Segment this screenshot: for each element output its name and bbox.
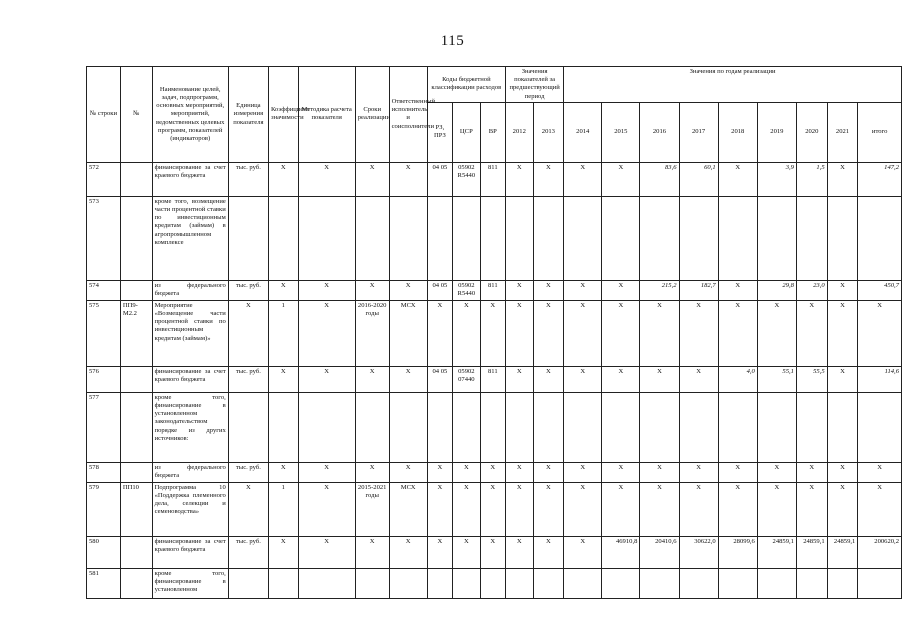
row-number-cell: 581 [87,568,121,598]
responsible-cell [389,196,427,280]
value-cell [827,568,858,598]
terms-cell: Х [355,462,389,482]
value-cell: Х [602,366,640,392]
method-cell: Х [298,162,355,196]
vr-cell: Х [480,482,505,536]
vr-cell: 811 [480,162,505,196]
value-cell [640,196,679,280]
row-number-cell: 577 [87,392,121,462]
vr-cell: 811 [480,366,505,392]
rz-cell [427,568,452,598]
value-cell: Х [757,482,796,536]
value-cell: 20410,6 [640,536,679,568]
responsible-cell: МСХ [389,300,427,366]
header-coefficient: Коэффициент значимости [268,67,298,163]
name-cell: из федерального бюджета [152,462,228,482]
code-cell [120,536,152,568]
row-number-cell: 574 [87,280,121,300]
terms-cell: 2015-2021 годы [355,482,389,536]
csr-cell: 05902 R5440 [453,280,481,300]
value-cell [679,392,718,462]
vr-cell [480,196,505,280]
coefficient-cell [268,568,298,598]
coefficient-cell: Х [268,280,298,300]
value-cell: Х [827,482,858,536]
value-cell: 55,1 [757,366,796,392]
value-cell: Х [533,462,564,482]
terms-cell [355,568,389,598]
header-csr: ЦСР [453,102,481,162]
unit-cell: тыс. руб. [228,366,268,392]
responsible-cell: Х [389,162,427,196]
value-cell: Х [718,462,757,482]
value-cell: 60,1 [679,162,718,196]
value-cell: Х [564,162,602,196]
coefficient-cell: 1 [268,300,298,366]
row-number-cell: 576 [87,366,121,392]
value-cell [718,196,757,280]
value-cell: Х [827,162,858,196]
header-total: итого [858,102,902,162]
method-cell: Х [298,462,355,482]
header-year: 2012 [506,102,534,162]
rz-cell: 04 05 [427,366,452,392]
header-method: Методика расчета показателя [298,67,355,163]
terms-cell: Х [355,366,389,392]
value-cell: Х [640,300,679,366]
code-cell [120,280,152,300]
value-cell: Х [506,300,534,366]
program-table [86,66,902,599]
value-cell: Х [718,300,757,366]
unit-cell [228,196,268,280]
header-budget-codes: Коды бюджетной классификации расходов [427,67,505,103]
unit-cell: тыс. руб. [228,280,268,300]
code-cell [120,162,152,196]
value-cell: Х [796,462,827,482]
header-no: № [120,67,152,163]
table-row [87,300,902,366]
name-cell: кроме того, финансирование в установленном законодательством порядке из других источников: [152,392,228,462]
table-row [87,162,902,196]
responsible-cell: Х [389,536,427,568]
header-years-values: Значения по годам реализации [564,67,902,103]
value-cell [533,196,564,280]
header-vr: ВР [480,102,505,162]
coefficient-cell [268,392,298,462]
value-cell: Х [602,482,640,536]
responsible-cell: Х [389,280,427,300]
method-cell [298,392,355,462]
value-cell [506,392,534,462]
header-name: Наименование целей, задач, подпрограмм, основных мероприятий, мероприятий, ведомственных целевых программ, показателей (индикаторов) [152,67,228,163]
code-cell [120,196,152,280]
unit-cell: тыс. руб. [228,162,268,196]
value-cell: Х [602,162,640,196]
vr-cell: 811 [480,280,505,300]
method-cell: Х [298,536,355,568]
value-cell: Х [564,366,602,392]
value-cell [858,568,902,598]
value-cell: Х [718,162,757,196]
rz-cell: 04 05 [427,280,452,300]
method-cell: Х [298,482,355,536]
header-row-no: № строки [87,67,121,163]
value-cell [564,568,602,598]
terms-cell [355,196,389,280]
value-cell: Х [757,462,796,482]
rz-cell [427,392,452,462]
responsible-cell: МСХ [389,482,427,536]
value-cell: Х [506,162,534,196]
table-row [87,392,902,462]
value-cell: 147,2 [858,162,902,196]
value-cell [796,196,827,280]
value-cell [602,196,640,280]
vr-cell: Х [480,462,505,482]
value-cell: Х [796,300,827,366]
table-row [87,536,902,568]
method-cell: Х [298,366,355,392]
value-cell: Х [602,462,640,482]
value-cell [506,196,534,280]
value-cell [564,392,602,462]
table-row [87,462,902,482]
value-cell [506,568,534,598]
name-cell: кроме того, возмещение части процентной ставки по инвестиционным кредитам (займам) в агропромышленном комплексе [152,196,228,280]
value-cell [602,568,640,598]
responsible-cell: Х [389,462,427,482]
name-cell: из федерального бюджета [152,280,228,300]
value-cell [602,392,640,462]
header-responsible: Ответственный исполнитель и соисполнители [389,67,427,163]
name-cell: Мероприятие «Возмещение части процентной ставки по инвестиционным кредитам (займам)» [152,300,228,366]
value-cell [533,392,564,462]
value-cell [757,196,796,280]
unit-cell: Х [228,300,268,366]
header-year: 2021 [827,102,858,162]
method-cell [298,196,355,280]
header-rz: РЗ, ПРЗ [427,102,452,162]
name-cell: кроме того, финансирование в установленном [152,568,228,598]
value-cell: Х [827,366,858,392]
code-cell [120,568,152,598]
header-year: 2018 [718,102,757,162]
terms-cell: Х [355,280,389,300]
method-cell: Х [298,300,355,366]
header-terms: Сроки реализации [355,67,389,163]
vr-cell [480,568,505,598]
table-row [87,280,902,300]
csr-cell: Х [453,300,481,366]
value-cell: Х [827,462,858,482]
csr-cell: 05902 R5440 [453,162,481,196]
code-cell [120,462,152,482]
value-cell [757,392,796,462]
value-cell: Х [679,366,718,392]
value-cell: Х [796,482,827,536]
vr-cell: Х [480,300,505,366]
value-cell: Х [506,482,534,536]
value-cell: Х [533,366,564,392]
value-cell: Х [640,482,679,536]
value-cell: Х [533,300,564,366]
value-cell: Х [718,280,757,300]
value-cell: Х [533,162,564,196]
value-cell: Х [679,300,718,366]
row-number-cell: 580 [87,536,121,568]
value-cell: Х [858,462,902,482]
rz-cell [427,196,452,280]
value-cell: 3,9 [757,162,796,196]
name-cell: финансирование за счет краевого бюджета [152,366,228,392]
value-cell: Х [858,300,902,366]
value-cell [796,568,827,598]
unit-cell [228,568,268,598]
responsible-cell [389,568,427,598]
value-cell: 30622,0 [679,536,718,568]
csr-cell: Х [453,462,481,482]
value-cell: 24859,1 [757,536,796,568]
vr-cell [480,392,505,462]
value-cell: Х [640,462,679,482]
value-cell: 200620,2 [858,536,902,568]
value-cell: Х [506,536,534,568]
value-cell: Х [757,300,796,366]
value-cell [757,568,796,598]
value-cell [796,392,827,462]
value-cell: 55,5 [796,366,827,392]
value-cell: Х [718,482,757,536]
header-unit: Единица измерения показателя [228,67,268,163]
value-cell: 215,2 [640,280,679,300]
name-cell: Подпрограмма 10 «Поддержка племенного дела, селекции и семеноводства» [152,482,228,536]
value-cell [858,392,902,462]
header-year: 2013 [533,102,564,162]
value-cell: Х [827,300,858,366]
header-year: 2016 [640,102,679,162]
rz-cell: Х [427,462,452,482]
unit-cell: Х [228,482,268,536]
responsible-cell [389,392,427,462]
table-row [87,482,902,536]
rz-cell: 04 05 [427,162,452,196]
value-cell: Х [506,462,534,482]
coefficient-cell: Х [268,462,298,482]
unit-cell [228,392,268,462]
value-cell: 46910,8 [602,536,640,568]
value-cell: 4,0 [718,366,757,392]
table-row [87,568,902,598]
value-cell: Х [858,482,902,536]
name-cell: финансирование за счет краевого бюджета [152,162,228,196]
coefficient-cell: Х [268,162,298,196]
value-cell [564,196,602,280]
rz-cell: Х [427,482,452,536]
csr-cell: 05902 07440 [453,366,481,392]
csr-cell [453,568,481,598]
value-cell [718,392,757,462]
value-cell: Х [564,536,602,568]
terms-cell: Х [355,536,389,568]
value-cell: 83,6 [640,162,679,196]
value-cell [640,392,679,462]
csr-cell [453,392,481,462]
header-year: 2017 [679,102,718,162]
value-cell [640,568,679,598]
terms-cell [355,392,389,462]
row-number-cell: 579 [87,482,121,536]
header-year: 2019 [757,102,796,162]
header-year: 2014 [564,102,602,162]
value-cell: 28099,6 [718,536,757,568]
responsible-cell: Х [389,366,427,392]
coefficient-cell: Х [268,366,298,392]
value-cell: Х [640,366,679,392]
value-cell: Х [533,280,564,300]
csr-cell [453,196,481,280]
value-cell: Х [602,300,640,366]
value-cell: Х [506,280,534,300]
row-number-cell: 578 [87,462,121,482]
value-cell: 114,6 [858,366,902,392]
code-cell: ПП9-М2.2 [120,300,152,366]
row-number-cell: 575 [87,300,121,366]
value-cell [858,196,902,280]
value-cell: Х [506,366,534,392]
header-prev-values: Значения показателей за предшествующий период [506,67,564,103]
row-number-cell: 573 [87,196,121,280]
value-cell: Х [679,482,718,536]
csr-cell: Х [453,536,481,568]
value-cell [679,568,718,598]
value-cell: 182,7 [679,280,718,300]
header-year: 2020 [796,102,827,162]
value-cell: Х [679,462,718,482]
value-cell: Х [533,482,564,536]
value-cell: 23,0 [796,280,827,300]
value-cell: 1,5 [796,162,827,196]
terms-cell: Х [355,162,389,196]
value-cell [679,196,718,280]
method-cell: Х [298,280,355,300]
method-cell [298,568,355,598]
value-cell [827,392,858,462]
coefficient-cell: 1 [268,482,298,536]
csr-cell: Х [453,482,481,536]
table-row [87,366,902,392]
rz-cell: Х [427,536,452,568]
value-cell: 450,7 [858,280,902,300]
value-cell [533,568,564,598]
coefficient-cell: Х [268,536,298,568]
value-cell [718,568,757,598]
unit-cell: тыс. руб. [228,536,268,568]
value-cell: 24859,1 [827,536,858,568]
code-cell [120,366,152,392]
value-cell: Х [564,280,602,300]
value-cell [827,196,858,280]
value-cell: 29,8 [757,280,796,300]
coefficient-cell [268,196,298,280]
name-cell: финансирование за счет краевого бюджета [152,536,228,568]
page-number: 115 [440,33,465,49]
terms-cell: 2016-2020 годы [355,300,389,366]
unit-cell: тыс. руб. [228,462,268,482]
value-cell: Х [533,536,564,568]
header-year: 2015 [602,102,640,162]
table-row [87,196,902,280]
code-cell: ПП10 [120,482,152,536]
value-cell: Х [564,482,602,536]
value-cell: 24859,1 [796,536,827,568]
value-cell: Х [564,462,602,482]
vr-cell: Х [480,536,505,568]
value-cell: Х [564,300,602,366]
value-cell: Х [602,280,640,300]
value-cell: Х [827,280,858,300]
row-number-cell: 572 [87,162,121,196]
code-cell [120,392,152,462]
rz-cell: Х [427,300,452,366]
